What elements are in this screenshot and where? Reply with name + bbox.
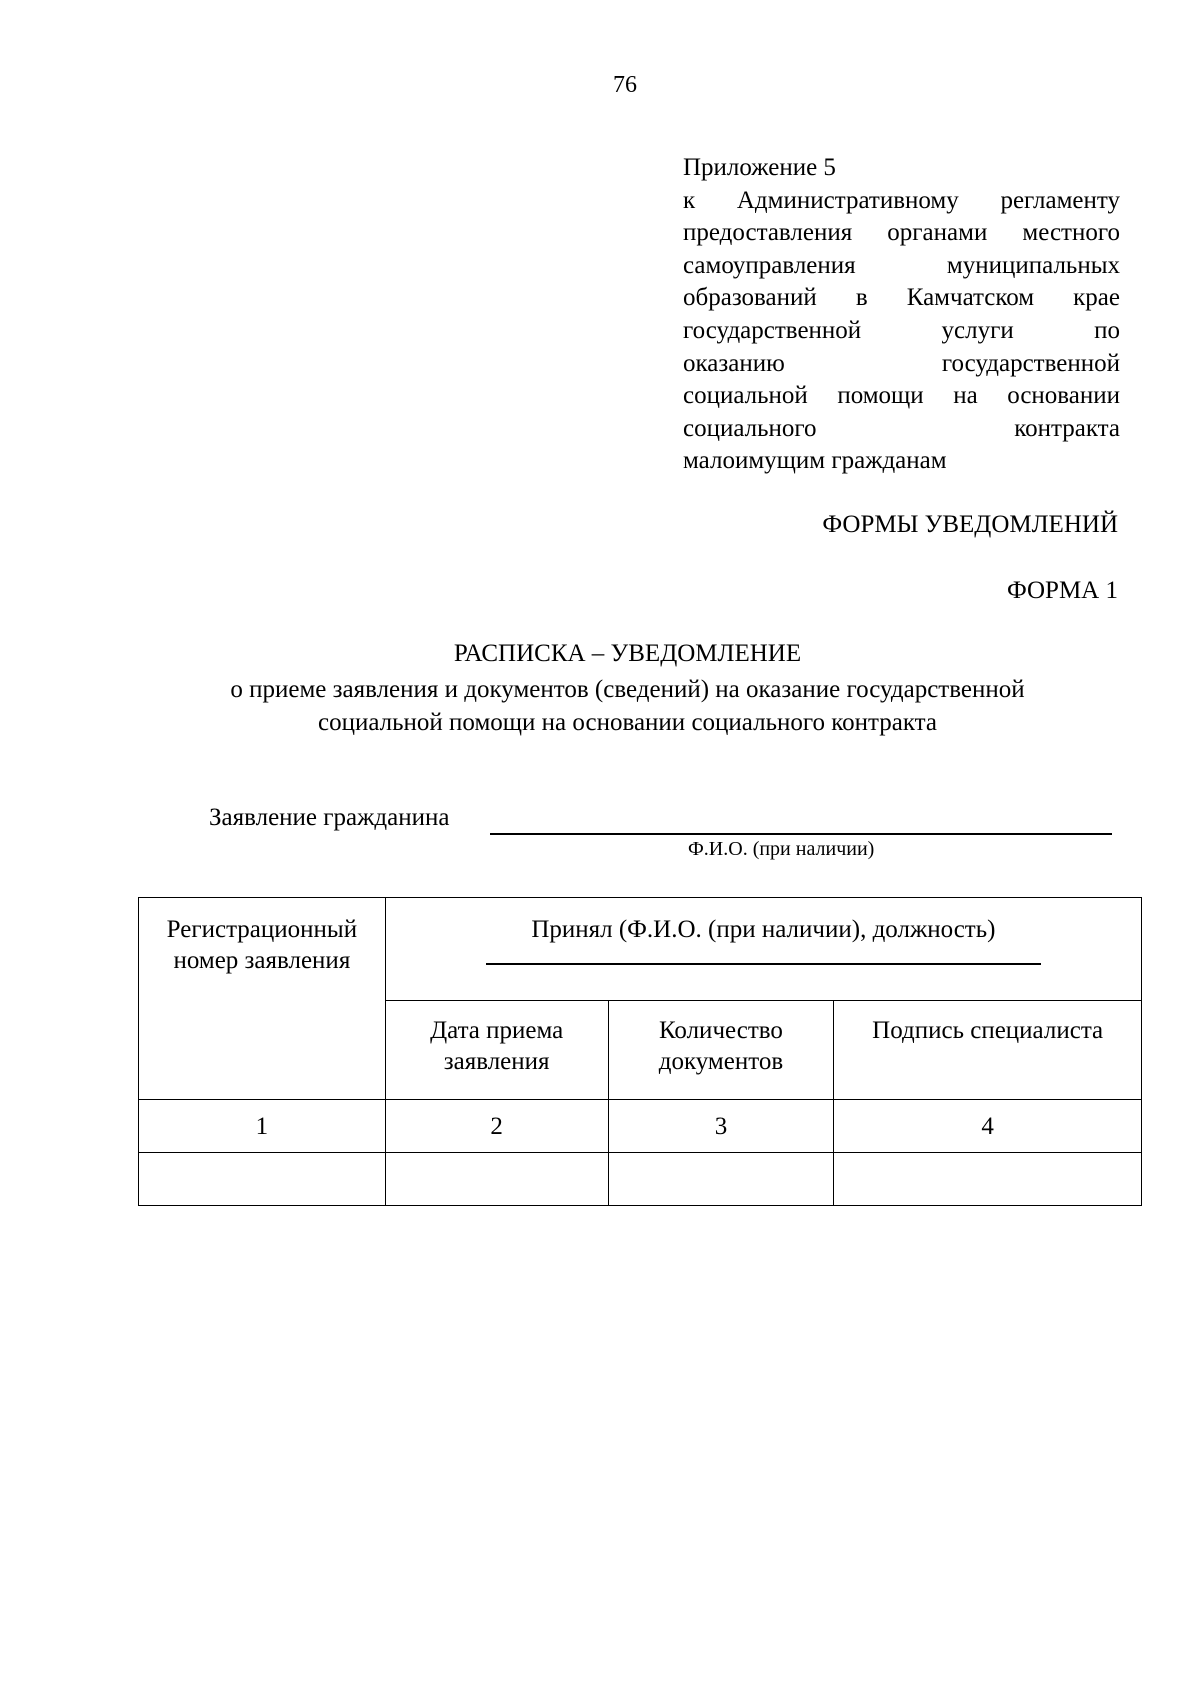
signature-header: [834, 1001, 1142, 1100]
reg-number-cell[interactable]: [139, 1153, 386, 1206]
receipt-table: [138, 897, 1142, 1206]
column-number: 1: [139, 1100, 386, 1153]
page-number: 76: [613, 72, 637, 98]
reg-number-header: [139, 898, 386, 1100]
column-number: 3: [608, 1100, 834, 1153]
table-header-row: [139, 898, 1142, 1001]
receipt-subtitle-line: социальной помощи на основании социального контракта: [318, 709, 937, 736]
table-row: [139, 1153, 1142, 1206]
appendix-block: [683, 152, 1120, 478]
appendix-line: образований в Камчатском крае: [683, 284, 1120, 312]
accepted-name-line[interactable]: [486, 951, 1041, 965]
appendix-line: предоставления органами местного: [683, 219, 1120, 247]
count-cell[interactable]: [608, 1153, 834, 1206]
applicant-hint: Ф.И.О. (при наличии): [688, 838, 875, 860]
form-label: ФОРМА 1: [1006, 577, 1118, 604]
accepted-header-text: Принял (Ф.И.О. (при наличии), должность): [531, 916, 996, 943]
receipt-subtitle: [0, 673, 1200, 739]
count-header: [608, 1001, 834, 1100]
appendix-line: к Административному регламенту: [683, 186, 1120, 214]
reg-number-header-text: Регистрационный номер заявления: [166, 916, 358, 974]
appendix-line: государственной услуги по: [683, 316, 1120, 344]
appendix-line: оказанию государственной: [683, 349, 1120, 377]
count-header-text: Количество документов: [658, 1017, 784, 1075]
applicant-label: Заявление гражданина: [209, 804, 450, 831]
forms-title: ФОРМЫ УВЕДОМЛЕНИЙ: [822, 511, 1118, 538]
date-header: [385, 1001, 608, 1100]
appendix-line: самоуправления муниципальных: [683, 251, 1120, 279]
appendix-line: Приложение 5: [683, 154, 836, 181]
receipt-subtitle-line: о приеме заявления и документов (сведений) на оказание государственной: [230, 676, 1025, 703]
date-cell[interactable]: [385, 1153, 608, 1206]
appendix-line: социальной помощи на основании: [683, 382, 1120, 410]
column-number: 4: [834, 1100, 1142, 1153]
table-number-row: [139, 1100, 1142, 1153]
column-number: 2: [385, 1100, 608, 1153]
signature-header-text: Подпись специалиста: [872, 1017, 1104, 1044]
appendix-line: социального контракта: [683, 414, 1120, 442]
accepted-header: [385, 898, 1141, 1001]
signature-cell[interactable]: [834, 1153, 1142, 1206]
appendix-line: малоимущим гражданам: [683, 447, 947, 475]
applicant-name-line[interactable]: [490, 833, 1112, 835]
receipt-title: РАСПИСКА – УВЕДОМЛЕНИЕ: [453, 640, 802, 667]
date-header-text: Дата приема заявления: [430, 1017, 564, 1075]
